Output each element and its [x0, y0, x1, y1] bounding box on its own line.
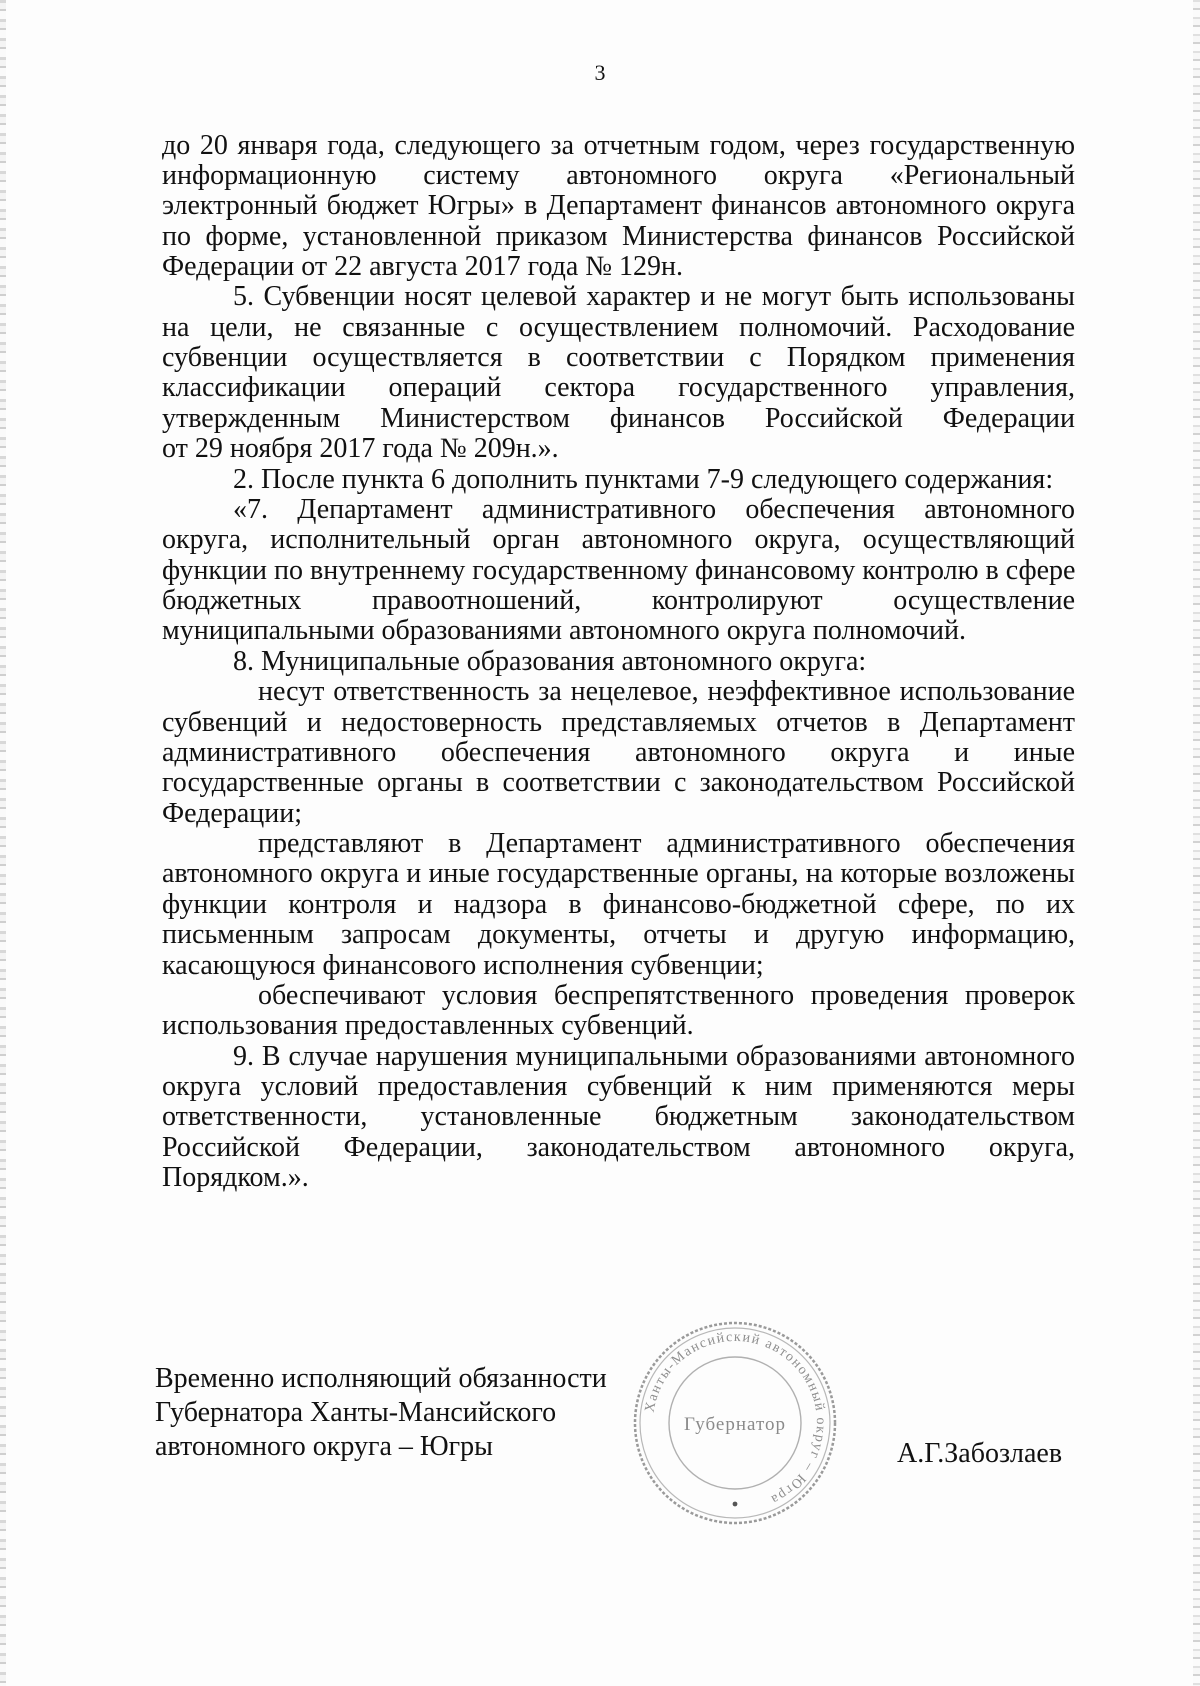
text-line: электронный бюджет Югры» в Департамент финансов автономного округа — [162, 190, 1075, 221]
text-line: Федерации; — [162, 798, 303, 829]
text-line: информационную систему автономного округа «Региональный — [162, 160, 1075, 191]
text-line: использования предоставленных субвенций. — [162, 1010, 694, 1041]
text-line: функции по внутреннему государственному финансовому контролю в сфере — [162, 555, 1076, 586]
signatory-title-line: автономного округа – Югры — [155, 1431, 493, 1462]
text-line: субвенций и недостоверность представляемых отчетов в Департамент — [162, 707, 1075, 738]
scan-edge-right — [1193, 0, 1200, 1686]
signatory-title-line: Временно исполняющий обязанности — [155, 1363, 607, 1394]
text-line: административного обеспечения автономного округа и иные — [162, 737, 1075, 768]
text-line: «7. Департамент административного обеспечения автономного — [233, 494, 1075, 525]
text-line: на цели, не связанные с осуществлением полномочий. Расходование — [162, 312, 1075, 343]
text-line: до 20 января года, следующего за отчетным годом, через государственную — [162, 130, 1075, 161]
text-line: государственные органы в соответствии с законодательством Российской — [162, 767, 1075, 798]
official-seal-stamp — [630, 1318, 840, 1528]
text-line: округа условий предоставления субвенций к ним применяются меры — [162, 1071, 1075, 1102]
text-line: представляют в Департамент административного обеспечения — [258, 828, 1075, 859]
text-line: письменным запросам документы, отчеты и другую информацию, — [162, 919, 1075, 950]
text-line: от 29 ноября 2017 года № 209н.». — [162, 433, 559, 464]
seal-ring-text: Ханты-Мансийский автономный округ – Югра — [642, 1329, 829, 1508]
text-line: утвержденным Министерством финансов Российской Федерации — [162, 403, 1075, 434]
text-line: автономного округа и иные государственные органы, на которые возложены — [162, 858, 1075, 889]
text-line: 5. Субвенции носят целевой характер и не могут быть использованы — [233, 281, 1075, 312]
text-line: субвенции осуществляется в соответствии с Порядком применения — [162, 342, 1075, 373]
signatory-name: А.Г.Забозлаев — [897, 1438, 1063, 1469]
text-line: ответственности, установленные бюджетным законодательством — [162, 1101, 1075, 1132]
text-line: по форме, установленной приказом Министерства финансов Российской — [162, 221, 1075, 252]
signatory-title-line: Губернатора Ханты-Мансийского — [155, 1397, 557, 1428]
page-number: 3 — [594, 60, 606, 85]
text-line: Федерации от 22 августа 2017 года № 129н. — [162, 251, 684, 282]
seal-center-text: Губернатор — [683, 1414, 787, 1435]
text-line: 9. В случае нарушения муниципальными образованиями автономного — [233, 1041, 1075, 1072]
text-line: 8. Муниципальные образования автономного округа: — [233, 646, 867, 677]
seal-star-mark — [733, 1502, 738, 1507]
text-line: несут ответственность за нецелевое, неэффективное использование — [258, 676, 1075, 707]
text-line: бюджетных правоотношений, контролируют осуществление — [162, 585, 1075, 616]
scan-edge-left — [0, 0, 6, 1686]
text-line: обеспечивают условия беспрепятственного проведения проверок — [258, 980, 1075, 1011]
text-line: Порядком.». — [162, 1162, 309, 1193]
text-line: муниципальными образованиями автономного округа полномочий. — [162, 615, 966, 646]
text-line: Российской Федерации, законодательством автономного округа, — [162, 1132, 1075, 1163]
text-line: классификации операций сектора государственного управления, — [162, 372, 1075, 403]
text-line: касающуюся финансового исполнения субвенции; — [162, 950, 764, 981]
text-line: функции контроля и надзора в финансово-бюджетной сфере, по их — [162, 889, 1075, 920]
text-line: 2. После пункта 6 дополнить пунктами 7-9 следующего содержания: — [233, 464, 1054, 495]
text-line: округа, исполнительный орган автономного округа, осуществляющий — [162, 524, 1075, 555]
